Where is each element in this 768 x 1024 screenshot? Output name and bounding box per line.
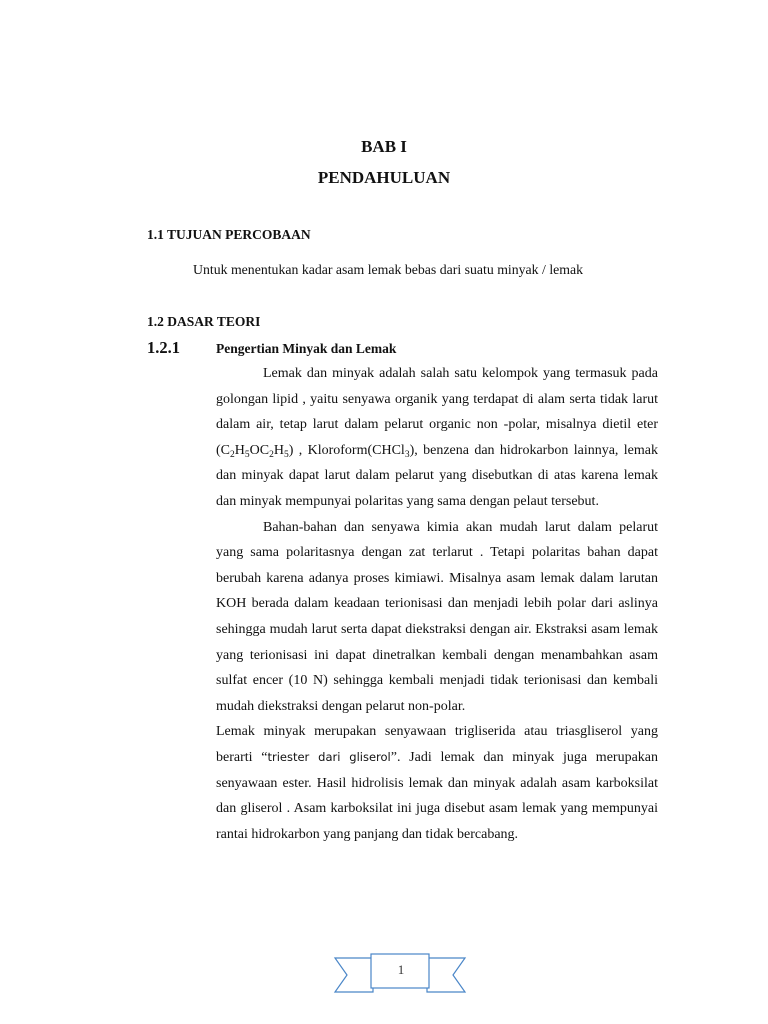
page-number: 1 [397,962,405,977]
chapter-label: BAB I [361,137,407,156]
subsection-title: Pengertian Minyak dan Lemak [216,341,397,356]
paragraph-2: Bahan-bahan dan senyawa kimia akan mudah larut dalam pelarut yang sama polaritasnya dengan zat terlarut . Tetapi polaritas bahan dapat berubah karena adanya proses kimiawi. Misalnya asam lemak dalam larutan KOH berada dalam keadaan terionisasi dan menjadi lebih polar dari aslinya sehingga mudah larut serta dapat diekstraksi dengan air. Ekstraksi asam lemak yang terionisasi ini dapat dinetralkan kembali dengan menambahkan asam sulfat encer (10 N) sehingga kembali menjadi tidak terionisasi dan kembali mudah diekstraksi dengan pelarut non-polar. [216,519,658,714]
purpose-text: Untuk menentukan kadar asam lemak bebas dari suatu minyak / lemak [193,262,584,277]
body-text [216,361,658,847]
paragraph-3: Lemak minyak merupakan senyawaan trigliserida atau triasgliserol yang berarti “triester dari gliserol”. Jadi lemak dan minyak juga merupakan senyawaan ester. Hasil hidrolisis lemak dan minyak adalah asam karboksilat dan gliserol . Asam karboksilat ini juga disebut asam lemak yang mempunyai rantai hidrokarbon yang panjang dan tidak bercabang. [216,724,658,842]
chapter-title: PENDAHULUAN [317,168,451,187]
section-heading-dasar-teori: 1.2 DASAR TEORI [147,314,261,329]
section-heading-tujuan: 1.1 TUJUAN PERCOBAAN [147,227,311,242]
paragraph-1: Lemak dan minyak adalah salah satu kelompok yang termasuk pada golongan lipid , yaitu senyawa organik yang terdapat di alam serta tidak larut dalam air, tetap larut dalam pelarut organic non -polar, misalnya dietil eter $(C_2H_5OC_2H_5)$ , Kloroform(CHCl$_3$), benzena dan hidrokarbon lainnya, lemak dan minyak dapat larut dalam pelarut yang disebutkan di atas karena lemak dan minyak mempunyai polaritas yang sama dengan pelaut tersebut. [216,366,658,509]
subsection-number: 1.2.1 [147,338,180,357]
quoted-term: triester dari gliserol [267,749,391,764]
